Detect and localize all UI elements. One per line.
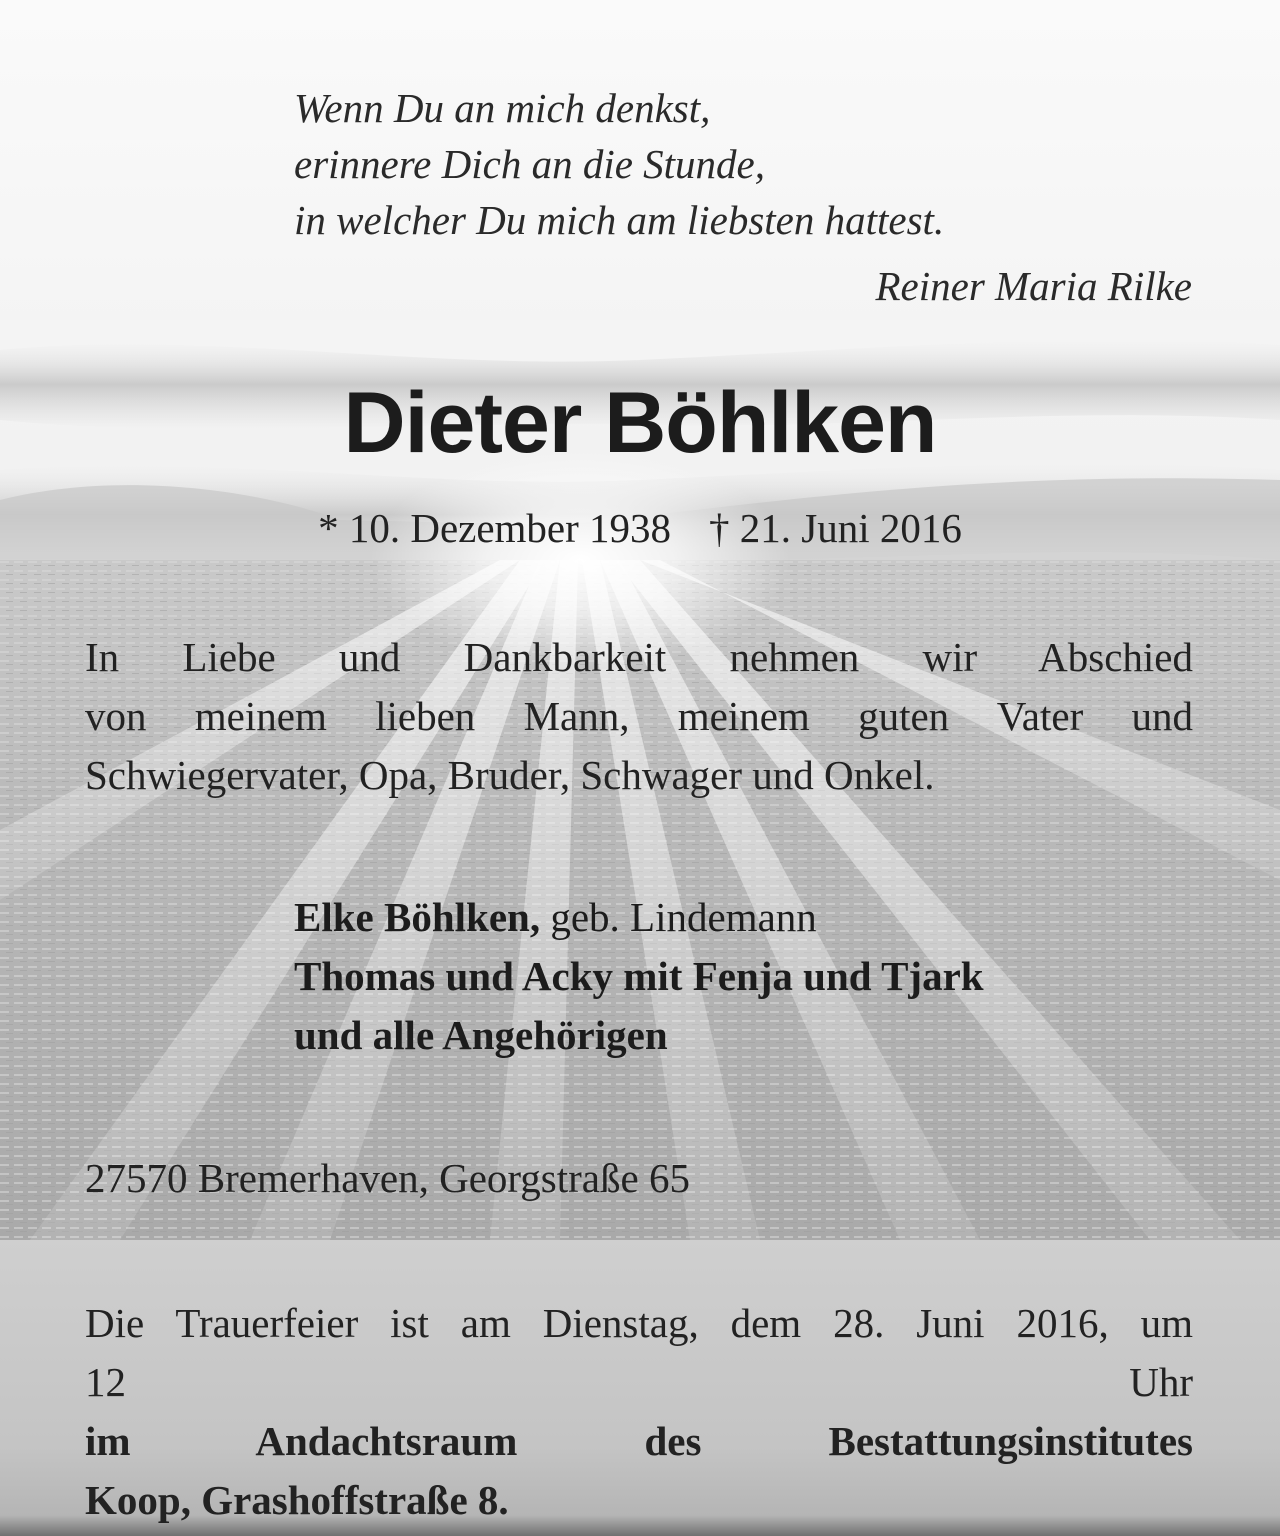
death-date: † 21. Juni 2016: [709, 505, 962, 551]
quote-line: erinnere Dich an die Stunde,: [294, 141, 765, 187]
service-line: [85, 1471, 1193, 1530]
quote-line: Wenn Du an mich denkst,: [294, 85, 711, 131]
deceased-name: Dieter Böhlken: [343, 375, 937, 471]
farewell-line: von meinem lieben Mann, meinem guten Vater und: [85, 693, 1193, 739]
relatives-line: und alle Angehörigen: [294, 1012, 668, 1058]
farewell-line: In Liebe und Dankbarkeit nehmen wir Abschied: [85, 634, 1193, 680]
quote-line: in welcher Du mich am liebsten hattest.: [294, 197, 945, 243]
service-time: 12 Uhr: [85, 1359, 1193, 1405]
birth-date: * 10. Dezember 1938: [318, 505, 672, 551]
farewell-text: [85, 628, 1193, 805]
life-dates: [0, 500, 1280, 556]
funeral-service-info: [85, 1294, 1193, 1530]
family-signatures: [294, 888, 984, 1065]
farewell-line: Schwiegervater, Opa, Bruder, Schwager und Onkel.: [85, 752, 935, 798]
service-line: Die Trauerfeier ist am Dienstag, dem 28. Juni 2016, um: [85, 1300, 1193, 1346]
quote-author: Reiner Maria Rilke: [875, 263, 1192, 309]
family-address: 27570 Bremerhaven, Georgstraße 65: [85, 1155, 690, 1201]
spouse-maiden-name: geb. Lindemann: [550, 894, 817, 940]
rilke-quote: [294, 80, 944, 248]
service-line: [85, 1353, 1193, 1471]
children-line: Thomas und Acky mit Fenja und Tjark: [294, 953, 984, 999]
spouse-line: [294, 888, 984, 947]
service-venue-address: Koop, Grashoffstraße 8.: [85, 1477, 509, 1523]
spouse-name: Elke Böhlken,: [294, 894, 541, 940]
service-venue: im Andachtsraum des Bestattungsinstitutes: [85, 1418, 1193, 1464]
